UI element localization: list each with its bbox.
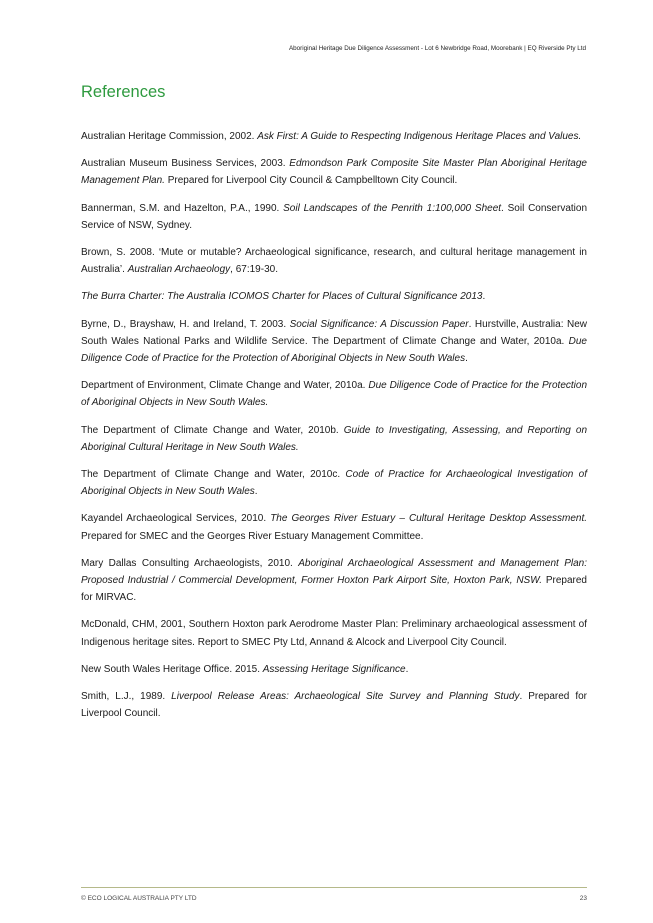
reference-title: Aboriginal Archaeological Assessment and Management Plan: Proposed Industrial / Commercial Development, Former Hoxton Park Airport Site, Hoxton Park, NSW. [81,557,587,587]
reference-entry [81,510,587,544]
reference-text: . Prepared for Liverpool Council. [81,691,587,720]
reference-entry [81,244,587,278]
reference-text: , 67:19-30. [230,264,278,276]
reference-text: Mary Dallas Consulting Archaeologists, 2010. [81,557,299,569]
reference-entry [81,422,587,456]
reference-title: Australian Archaeology [127,264,231,276]
page-title: References [81,83,166,101]
reference-entry [81,377,587,411]
reference-text: . Hurstville, Australia: New South Wales National Parks and Wildlife Service. The Department of Climate Change and Water, 2010a. [81,318,587,347]
reference-title: Ask First: A Guide to Respecting Indigenous Heritage Places and Values. [257,131,582,142]
reference-entry [81,661,587,678]
reference-title: Guide to Investigating, Assessing, and Reporting on Aboriginal Cultural Heritage in New South Wales. [81,424,588,453]
reference-entry [81,466,587,500]
reference-title: Assessing Heritage Significance [262,663,406,675]
reference-text: . [465,353,468,365]
reference-text: . [254,486,258,498]
reference-text: . [405,663,409,675]
reference-text: Prepared for MIRVAC. [81,575,587,604]
reference-title: Liverpool Release Areas: Archaeological Site Survey and Planning Study [171,691,520,703]
reference-entry [81,616,587,650]
reference-title: Due Diligence Code of Practice for the Protection of Aboriginal Objects in New South Wales [81,335,587,365]
reference-entry [81,316,587,368]
reference-entry [81,555,587,607]
reference-title: The Georges River Estuary – Cultural Heritage Desktop Assessment. [270,513,587,525]
page-number: 23 [579,895,587,902]
reference-text: Kayandel Archaeological Services, 2010. [81,513,271,525]
reference-text: New South Wales Heritage Office. 2015. [81,663,263,675]
reference-title: The Burra Charter: The Australia ICOMOS Charter for Places of Cultural Significance 2013 [81,291,483,303]
page-header: Aboriginal Heritage Due Diligence Assessment - Lot 6 Newbridge Road, Moorebank | EQ Riverside Pty Ltd [288,45,586,52]
reference-title: Social Significance: A Discussion Paper [289,318,469,330]
reference-entry [81,688,587,722]
reference-text: Prepared for SMEC and the Georges River Estuary Management Committee. [81,530,424,542]
footer-copyright: © ECO LOGICAL AUSTRALIA PTY LTD [81,895,197,902]
reference-entry [81,128,587,145]
reference-text: . [482,291,486,303]
reference-text: Byrne, D., Brayshaw, H. and Ireland, T. 2003. [81,318,290,330]
reference-list [81,128,587,732]
reference-title: Soil Landscapes of the Penrith 1:100,000 Sheet [283,202,502,214]
reference-text: The Department of Climate Change and Water, 2010c. [81,469,346,481]
reference-title: Due Diligence Code of Practice for the Protection of Aboriginal Objects in New South Wales. [81,380,588,409]
reference-entry [81,288,587,305]
reference-text: Prepared for Liverpool City Council & Campbelltown City Council. [164,175,458,187]
footer-divider [81,887,587,888]
reference-text: Australian Museum Business Services, 2003. [81,158,290,170]
reference-text: Brown, S. 2008. ‘Mute or mutable? Archaeological significance, research, and cultural heritage management in Australia’. [81,247,587,276]
reference-title: Code of Practice for Archaeological Investigation of Aboriginal Objects in New South Wales [81,469,587,498]
reference-text: . Soil Conservation Service of NSW, Sydney. [81,202,588,231]
reference-entry [81,200,587,234]
reference-text: Department of Environment, Climate Change and Water, 2010a. [81,380,369,392]
reference-text: Bannerman, S.M. and Hazelton, P.A., 1990. [81,202,284,214]
reference-text: McDonald, CHM, 2001, Southern Hoxton park Aerodrome Master Plan: Preliminary archaeological assessment of Indigenous heritage sites. Report to SMEC Pty Ltd, Annand & Alcock and Liverpool City Council. [81,619,587,648]
reference-entry [81,155,587,189]
reference-text: Smith, L.J., 1989. [81,691,172,703]
reference-text: Australian Heritage Commission, 2002. [81,131,258,142]
reference-title: Edmondson Park Composite Site Master Plan Aboriginal Heritage Management Plan. [81,158,587,187]
reference-text: The Department of Climate Change and Water, 2010b. [81,424,344,436]
